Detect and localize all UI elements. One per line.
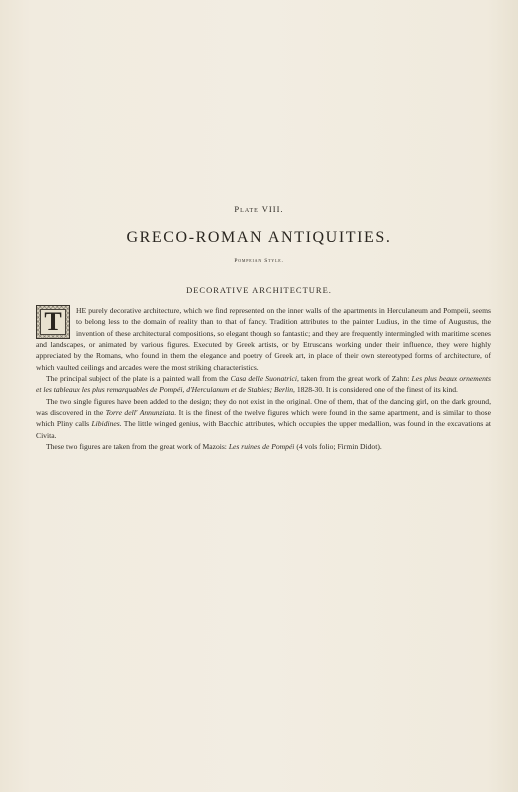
paragraph-3-text-b: It is the finest of the twelve figures which were found in the same apartment, and is similar to those which Pliny calls xyxy=(36,408,491,429)
paragraph-3-italic-2: Libidines. xyxy=(91,419,122,429)
paragraph-3 xyxy=(36,396,491,441)
paragraph-2-text-b: taken from the great work of Zahn: xyxy=(298,374,412,384)
paragraph-2-italic-1: Casa delle Suonatrici, xyxy=(230,374,299,384)
paragraph-3-text-c: The little winged genius, with Bacchic attributes, which occupies the upper medallion, was found in the excavations at Civita. xyxy=(36,419,491,440)
dropcap-letter: T xyxy=(40,309,66,335)
paragraph-1 xyxy=(36,305,491,373)
plate-number xyxy=(0,204,518,214)
paragraph-2-text-a: The principal subject of the plate is a painted wall from the xyxy=(46,374,231,384)
section-heading: DECORATIVE ARCHITECTURE. xyxy=(186,285,332,295)
ornamental-dropcap xyxy=(36,305,70,339)
paragraph-3-italic-1: Torre dell' Annunziata. xyxy=(105,408,177,418)
paragraph-2-italic-2: Les plus beaux ornements et les tableaux les plus remarquables de Pompéi, d'Herculanum et de Stabies; Berlin, xyxy=(36,374,491,395)
paragraph-4-italic-1: Les ruines de Pompéi xyxy=(228,442,295,452)
body-text xyxy=(36,305,491,452)
paragraph-4-text-b: (4 vols folio; Firmin Didot). xyxy=(294,442,382,452)
paragraph-4 xyxy=(36,441,491,452)
plate-roman-numeral: VIII. xyxy=(261,204,284,214)
style-subtitle: Pompeian Style. xyxy=(234,258,284,264)
page-title: GRECO-ROMAN ANTIQUITIES. xyxy=(126,229,392,246)
paragraph-2 xyxy=(36,373,491,396)
plate-prefix: Plate xyxy=(234,204,259,214)
paragraph-3-text-a: The two single figures have been added to the design; they do not exist in the original. One of them, that of the dancing girl, on the dark ground, was discovered in the xyxy=(36,396,491,418)
paragraph-2-text-c: 1828-30. It is considered one of the finest of its kind. xyxy=(294,385,458,395)
paragraph-4-text-a: These two figures are taken from the great work of Mazois: xyxy=(46,442,229,452)
paragraph-1-text: HE purely decorative architecture, which we find represented on the inner walls of the apartments in Herculaneum and Pompeii, seems to belong less to the domain of reality than to that of fancy. Tradition attributes to the painter Ludius, in the time of Augustus, the invention of these architectural compositions, so elegant though so fantastic; and they are frequently intermingled with maritime scenes and landscapes, or animated by various figures. Executed by Greek artists, or by Etruscans working under their influence, they were highly appreciated by the Romans, who found in them the elegance and poetry of Greek art, in place of their own stereotyped forms of architecture, of which vaulted ceilings and arcades were the most striking characteristics. xyxy=(36,306,491,372)
